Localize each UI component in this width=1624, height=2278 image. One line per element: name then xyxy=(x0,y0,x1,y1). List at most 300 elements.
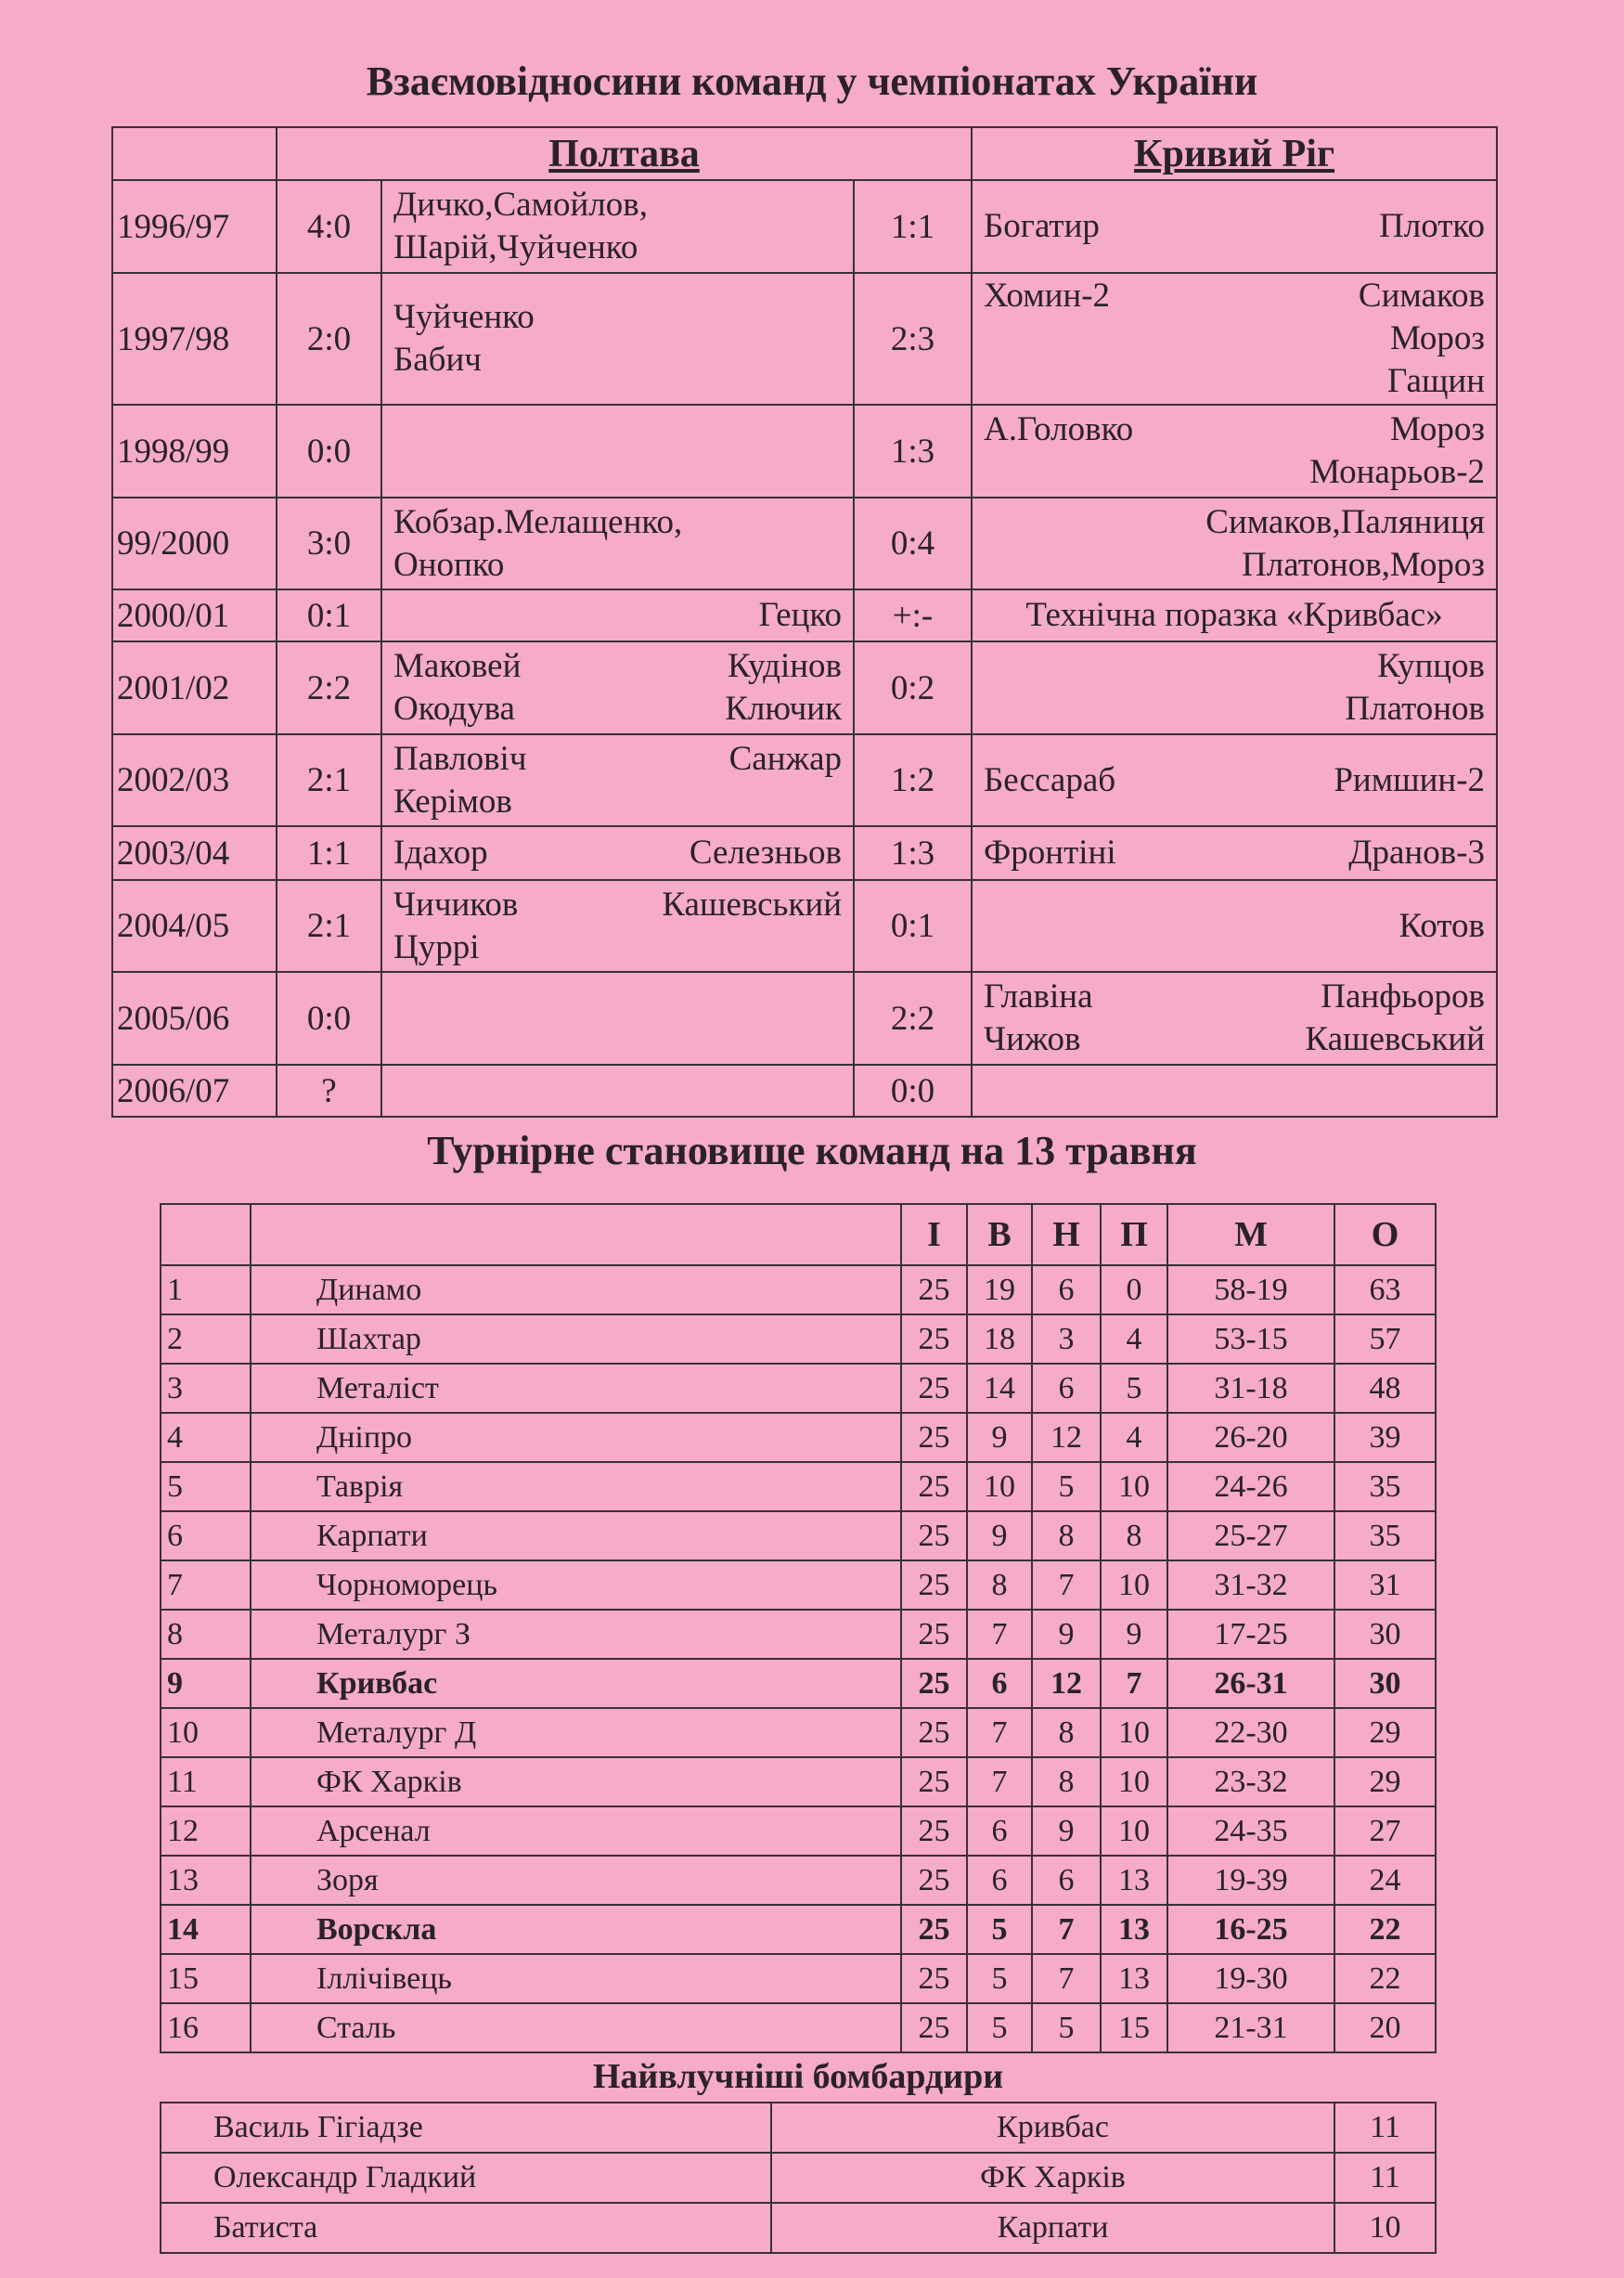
stat-cell: 8 xyxy=(1032,1511,1101,1560)
poltava-score-cell: 3:0 xyxy=(277,498,381,589)
team-cell: Дніпро xyxy=(251,1413,901,1462)
scorer-line xyxy=(393,832,842,874)
position-cell: 16 xyxy=(161,2003,251,2052)
table-row xyxy=(161,1905,1436,1954)
stat-cell: 53-15 xyxy=(1167,1314,1334,1364)
team-cell: Металіст xyxy=(251,1364,901,1413)
table-row xyxy=(161,1314,1436,1364)
h2h-row xyxy=(112,641,1497,734)
h2h-row xyxy=(112,589,1497,641)
table-row xyxy=(161,1856,1436,1905)
stat-cell: 21-31 xyxy=(1167,2003,1334,2052)
scorer-line xyxy=(393,339,842,382)
stat-cell: 10 xyxy=(1101,1806,1167,1856)
h2h-row xyxy=(112,734,1497,826)
table-row xyxy=(161,1265,1436,1314)
stat-cell: 5 xyxy=(1032,2003,1101,2052)
stat-cell: 29 xyxy=(1334,1757,1436,1806)
stat-cell: 6 xyxy=(967,1659,1032,1708)
stat-cell: 22 xyxy=(1334,1905,1436,1954)
scorer-line xyxy=(984,408,1485,451)
scorer-line xyxy=(984,688,1485,731)
column-header: В xyxy=(967,1204,1032,1265)
team-cell: ФК Харків xyxy=(251,1757,901,1806)
kryvyi-rih-scorers-cell xyxy=(972,734,1497,826)
position-cell: 7 xyxy=(161,1560,251,1610)
position-cell: 15 xyxy=(161,1954,251,2003)
scorer-team: ФК Харків xyxy=(771,2153,1334,2203)
poltava-scorers-cell xyxy=(381,734,854,826)
scorer-right: Ключик xyxy=(725,690,842,728)
scorer-line xyxy=(393,781,842,823)
stat-cell: 24-26 xyxy=(1167,1462,1334,1511)
stat-cell: 31-18 xyxy=(1167,1364,1334,1413)
scorer-team: Кривбас xyxy=(771,2103,1334,2153)
scorer-left: Шарій,Чуйченко xyxy=(393,228,638,266)
table-row xyxy=(161,2003,1436,2052)
poltava-scorers-cell xyxy=(381,1065,854,1117)
position-cell: 4 xyxy=(161,1413,251,1462)
kryvyi-rih-scorers-cell xyxy=(972,498,1497,589)
stat-cell: 7 xyxy=(1032,1954,1101,2003)
poltava-score-cell: 2:1 xyxy=(277,880,381,972)
scorer-line xyxy=(393,884,842,926)
team-cell: Чорноморець xyxy=(251,1560,901,1610)
season-cell: 2002/03 xyxy=(112,734,277,826)
stat-cell: 13 xyxy=(1101,1856,1167,1905)
stat-cell: 10 xyxy=(1101,1757,1167,1806)
stat-cell: 25 xyxy=(901,1708,967,1757)
stat-cell: 7 xyxy=(1032,1560,1101,1610)
stat-cell: 48 xyxy=(1334,1364,1436,1413)
h2h-row xyxy=(112,1065,1497,1117)
poltava-scorers-cell xyxy=(381,880,854,972)
kryvyi-rih-scorers-cell xyxy=(972,972,1497,1065)
stat-cell: 7 xyxy=(1032,1905,1101,1954)
kryvyi-rih-score-cell: 0:2 xyxy=(854,641,972,734)
stat-cell: 7 xyxy=(967,1757,1032,1806)
poltava-score-cell: 2:1 xyxy=(277,734,381,826)
stat-cell: 25 xyxy=(901,1954,967,2003)
kryvyi-rih-scorers-cell xyxy=(972,641,1497,734)
stat-cell: 10 xyxy=(1101,1462,1167,1511)
kryvyi-rih-scorers-cell xyxy=(972,180,1497,273)
stat-cell: 5 xyxy=(967,1954,1032,2003)
team-cell: Металург З xyxy=(251,1610,901,1659)
kryvyi-rih-score-cell: 0:1 xyxy=(854,880,972,972)
team-cell: Арсенал xyxy=(251,1806,901,1856)
season-cell: 99/2000 xyxy=(112,498,277,589)
scorer-line xyxy=(984,1018,1485,1061)
stat-cell: 6 xyxy=(967,1806,1032,1856)
kryvyi-rih-score-cell: +:- xyxy=(854,589,972,641)
kryvyi-rih-score-cell: 1:3 xyxy=(854,405,972,498)
scorer-left: Цуррі xyxy=(393,927,480,966)
poltava-score-cell: 0:0 xyxy=(277,405,381,498)
scorer-left: Чуйченко xyxy=(393,298,535,336)
team-cell: Шахтар xyxy=(251,1314,901,1364)
scorer-left: Технічна поразка «Кривбас» xyxy=(1025,596,1443,634)
scorer-right: Кудінов xyxy=(728,647,842,685)
scorer-right: Симаков xyxy=(1358,277,1486,315)
h2h-row xyxy=(112,180,1497,273)
team-cell: Кривбас xyxy=(251,1659,901,1708)
season-cell: 1996/97 xyxy=(112,180,277,273)
position-cell: 3 xyxy=(161,1364,251,1413)
top-scorers-table xyxy=(160,2051,1437,2254)
stat-cell: 26-31 xyxy=(1167,1659,1334,1708)
team-cell: Ворскла xyxy=(251,1905,901,1954)
stat-cell: 31-32 xyxy=(1167,1560,1334,1610)
stat-cell: 7 xyxy=(1101,1659,1167,1708)
stat-cell: 10 xyxy=(1101,1708,1167,1757)
team-cell: Сталь xyxy=(251,2003,901,2052)
scorer-left: А.Головко xyxy=(984,410,1134,448)
stat-cell: 19-39 xyxy=(1167,1856,1334,1905)
season-cell: 1998/99 xyxy=(112,405,277,498)
table-row xyxy=(161,1708,1436,1757)
stat-cell: 3 xyxy=(1032,1314,1101,1364)
poltava-scorers-cell xyxy=(381,589,854,641)
scorer-left: Павловіч xyxy=(393,739,527,778)
poltava-scorers-cell xyxy=(381,180,854,273)
scorer-left: Хомин-2 xyxy=(984,277,1111,315)
empty-header-cell xyxy=(112,127,277,180)
poltava-score-cell: 2:2 xyxy=(277,641,381,734)
kryvyi-rih-scorers-cell xyxy=(972,405,1497,498)
scorer-right: Дранов-3 xyxy=(1348,834,1486,872)
position-cell: 6 xyxy=(161,1511,251,1560)
stat-cell: 6 xyxy=(1032,1856,1101,1905)
stat-cell: 19 xyxy=(967,1265,1032,1314)
scorer-right: Санжар xyxy=(728,739,842,778)
poltava-scorers-cell xyxy=(381,498,854,589)
stat-cell: 6 xyxy=(1032,1364,1101,1413)
stat-cell: 63 xyxy=(1334,1265,1436,1314)
scorer-left: Бессараб xyxy=(984,760,1116,799)
table-row xyxy=(161,1364,1436,1413)
stat-cell: 9 xyxy=(967,1413,1032,1462)
stat-cell: 19-30 xyxy=(1167,1954,1334,2003)
table-row xyxy=(161,1511,1436,1560)
scorer-name: Батиста xyxy=(161,2203,771,2253)
stat-cell: 13 xyxy=(1101,1954,1167,2003)
stat-cell: 12 xyxy=(1032,1659,1101,1708)
table-row xyxy=(161,1806,1436,1856)
stat-cell: 9 xyxy=(967,1511,1032,1560)
stat-cell: 6 xyxy=(967,1856,1032,1905)
column-header: П xyxy=(1101,1204,1167,1265)
stat-cell: 12 xyxy=(1032,1413,1101,1462)
stat-cell: 0 xyxy=(1101,1265,1167,1314)
team-cell: Таврія xyxy=(251,1462,901,1511)
stat-cell: 57 xyxy=(1334,1314,1436,1364)
season-cell: 1997/98 xyxy=(112,273,277,405)
season-cell: 2004/05 xyxy=(112,880,277,972)
scorer-line xyxy=(393,296,842,339)
standings-table xyxy=(160,1203,1437,2053)
scorer-left: Богатир xyxy=(984,207,1100,245)
scorer-line xyxy=(984,275,1485,317)
stat-cell: 4 xyxy=(1101,1413,1167,1462)
standings-title: Турнірне становище команд на 13 травня xyxy=(427,1128,1197,1173)
h2h-row xyxy=(112,405,1497,498)
scorer-line xyxy=(984,832,1485,874)
stat-cell: 25 xyxy=(901,1413,967,1462)
scorer-line xyxy=(984,976,1485,1018)
scorer-line xyxy=(984,360,1485,403)
table-row xyxy=(161,1462,1436,1511)
stat-cell: 31 xyxy=(1334,1560,1436,1610)
team-header xyxy=(251,1204,901,1265)
scorer-goals: 11 xyxy=(1334,2103,1436,2153)
scorer-line xyxy=(984,205,1485,248)
stat-cell: 25 xyxy=(901,1314,967,1364)
stat-cell: 5 xyxy=(967,2003,1032,2052)
h2h-row xyxy=(112,972,1497,1065)
stat-cell: 24-35 xyxy=(1167,1806,1334,1856)
head-to-head-table xyxy=(111,126,1498,1118)
stat-cell: 25 xyxy=(901,1560,967,1610)
stat-cell: 58-19 xyxy=(1167,1265,1334,1314)
stat-cell: 20 xyxy=(1334,2003,1436,2052)
stat-cell: 25 xyxy=(901,1856,967,1905)
scorer-line xyxy=(984,759,1485,802)
stat-cell: 22 xyxy=(1334,1954,1436,2003)
h2h-row xyxy=(112,498,1497,589)
position-cell: 14 xyxy=(161,1905,251,1954)
scorer-left: Маковей xyxy=(393,647,522,685)
scorer-line xyxy=(393,227,842,269)
scorer-line xyxy=(393,184,842,227)
stat-cell: 26-20 xyxy=(1167,1413,1334,1462)
scorer-right: Плотко xyxy=(1379,207,1486,245)
stat-cell: 10 xyxy=(1101,1560,1167,1610)
stat-cell: 25 xyxy=(901,1905,967,1954)
position-cell: 1 xyxy=(161,1265,251,1314)
stat-cell: 9 xyxy=(1032,1610,1101,1659)
scorer-left: Окодува xyxy=(393,690,515,728)
scorer-line xyxy=(984,645,1485,688)
stat-cell: 15 xyxy=(1101,2003,1167,2052)
poltava-header: Полтава xyxy=(277,127,972,180)
table-row xyxy=(161,1560,1436,1610)
scorer-left: Чичиков xyxy=(393,885,519,924)
kryvyi-rih-score-cell: 1:2 xyxy=(854,734,972,826)
stat-cell: 13 xyxy=(1101,1905,1167,1954)
stat-cell: 17-25 xyxy=(1167,1610,1334,1659)
scorer-line xyxy=(393,926,842,969)
kryvyi-rih-scorers-cell xyxy=(972,880,1497,972)
stat-cell: 18 xyxy=(967,1314,1032,1364)
team-cell: Карпати xyxy=(251,1511,901,1560)
scorer-line xyxy=(984,451,1485,494)
scorer-row xyxy=(161,2203,1436,2253)
scorer-row xyxy=(161,2153,1436,2203)
scorer-line xyxy=(393,544,842,587)
stat-cell: 10 xyxy=(967,1462,1032,1511)
scorer-team: Карпати xyxy=(771,2203,1334,2253)
scorer-right: Панфьоров xyxy=(1321,977,1486,1016)
scorer-line xyxy=(393,501,842,544)
stat-cell: 8 xyxy=(1032,1757,1101,1806)
scorer-left: Бабич xyxy=(393,341,482,379)
season-cell: 2005/06 xyxy=(112,972,277,1065)
table-row xyxy=(161,1954,1436,2003)
scorer-right: Платонов,Мороз xyxy=(1242,545,1486,584)
stat-cell: 35 xyxy=(1334,1511,1436,1560)
scorer-right: Гецко xyxy=(758,596,842,634)
table-row xyxy=(161,1413,1436,1462)
poltava-scorers-cell xyxy=(381,826,854,880)
stat-cell: 25-27 xyxy=(1167,1511,1334,1560)
stat-cell: 8 xyxy=(1032,1708,1101,1757)
scorer-name: Олександр Гладкий xyxy=(161,2153,771,2203)
stat-cell: 30 xyxy=(1334,1659,1436,1708)
stat-cell: 35 xyxy=(1334,1462,1436,1511)
scorer-right: Мороз xyxy=(1389,410,1486,448)
scorer-left: Онопко xyxy=(393,545,505,584)
position-cell: 10 xyxy=(161,1708,251,1757)
poltava-score-cell: 0:1 xyxy=(277,589,381,641)
scorer-goals: 10 xyxy=(1334,2203,1436,2253)
poltava-scorers-cell xyxy=(381,972,854,1065)
season-cell: 2003/04 xyxy=(112,826,277,880)
stat-cell: 7 xyxy=(967,1610,1032,1659)
scorer-right: Монарьов-2 xyxy=(1309,453,1486,491)
table-row xyxy=(161,1757,1436,1806)
kryvyi-rih-score-cell: 1:1 xyxy=(854,180,972,273)
team-cell: Іллічівець xyxy=(251,1954,901,2003)
season-cell: 2000/01 xyxy=(112,589,277,641)
team-cell: Металург Д xyxy=(251,1708,901,1757)
h2h-row xyxy=(112,273,1497,405)
scorer-right: Купцов xyxy=(1377,647,1486,685)
column-header: І xyxy=(901,1204,967,1265)
scorer-right: Котов xyxy=(1398,906,1486,945)
stat-cell: 25 xyxy=(901,1265,967,1314)
stat-cell: 29 xyxy=(1334,1708,1436,1757)
poltava-scorers-cell xyxy=(381,273,854,405)
stat-cell: 16-25 xyxy=(1167,1905,1334,1954)
stat-cell: 9 xyxy=(1032,1806,1101,1856)
scorer-line xyxy=(984,594,1485,637)
stat-cell: 39 xyxy=(1334,1413,1436,1462)
position-cell: 13 xyxy=(161,1856,251,1905)
poltava-score-cell: 0:0 xyxy=(277,972,381,1065)
scorer-line xyxy=(393,645,842,688)
kryvyi-rih-score-cell: 0:0 xyxy=(854,1065,972,1117)
kryvyi-rih-scorers-cell xyxy=(972,1065,1497,1117)
stat-cell: 25 xyxy=(901,1364,967,1413)
scorer-goals: 11 xyxy=(1334,2153,1436,2203)
stat-cell: 5 xyxy=(967,1905,1032,1954)
scorer-line xyxy=(393,738,842,781)
stat-cell: 9 xyxy=(1101,1610,1167,1659)
h2h-title: Взаємовідносини команд у чемпіонатах України xyxy=(366,58,1258,104)
position-cell: 8 xyxy=(161,1610,251,1659)
scorer-line xyxy=(984,905,1485,948)
scorer-left: Главіна xyxy=(984,977,1093,1016)
kryvyi-rih-scorers-cell xyxy=(972,589,1497,641)
column-header: О xyxy=(1334,1204,1436,1265)
scorer-right: Платонов xyxy=(1345,690,1486,728)
scorer-left: Кобзар.Мелащенко, xyxy=(393,502,683,541)
stat-cell: 25 xyxy=(901,1462,967,1511)
table-row xyxy=(161,1659,1436,1708)
position-cell: 11 xyxy=(161,1757,251,1806)
stat-cell: 22-30 xyxy=(1167,1708,1334,1757)
season-cell: 2006/07 xyxy=(112,1065,277,1117)
scorer-right: Гащин xyxy=(1387,362,1486,400)
stat-cell: 14 xyxy=(967,1364,1032,1413)
scorer-left: Фронтіні xyxy=(984,834,1116,872)
kryvyi-rih-header: Кривий Ріг xyxy=(972,127,1497,180)
scorer-right: Селезньов xyxy=(689,834,842,872)
position-cell: 12 xyxy=(161,1806,251,1856)
stat-cell: 25 xyxy=(901,1659,967,1708)
scorer-name: Василь Гігіадзе xyxy=(161,2103,771,2153)
stat-cell: 7 xyxy=(967,1708,1032,1757)
scorer-left: Керімов xyxy=(393,782,512,821)
scorer-right: Римшин-2 xyxy=(1334,760,1486,799)
team-cell: Динамо xyxy=(251,1265,901,1314)
pos-header xyxy=(161,1204,251,1265)
scorer-right: Кашевський xyxy=(662,885,842,924)
stat-cell: 5 xyxy=(1032,1462,1101,1511)
stat-cell: 6 xyxy=(1032,1265,1101,1314)
kryvyi-rih-scorers-cell xyxy=(972,273,1497,405)
poltava-scorers-cell xyxy=(381,641,854,734)
stat-cell: 30 xyxy=(1334,1610,1436,1659)
h2h-row xyxy=(112,880,1497,972)
table-row xyxy=(161,1610,1436,1659)
stat-cell: 25 xyxy=(901,1610,967,1659)
stat-cell: 25 xyxy=(901,1757,967,1806)
stat-cell: 27 xyxy=(1334,1806,1436,1856)
scorer-right: Кашевський xyxy=(1305,1020,1486,1058)
kryvyi-rih-score-cell: 2:3 xyxy=(854,273,972,405)
scorer-line xyxy=(393,594,842,637)
stat-cell: 8 xyxy=(1101,1511,1167,1560)
poltava-score-cell: 1:1 xyxy=(277,826,381,880)
stat-cell: 8 xyxy=(967,1560,1032,1610)
scorer-left: Чижов xyxy=(984,1020,1081,1058)
kryvyi-rih-score-cell: 2:2 xyxy=(854,972,972,1065)
stat-cell: 5 xyxy=(1101,1364,1167,1413)
kryvyi-rih-scorers-cell xyxy=(972,826,1497,880)
scorer-left: Ідахор xyxy=(393,834,488,872)
stat-cell: 23-32 xyxy=(1167,1757,1334,1806)
scorer-row xyxy=(161,2103,1436,2153)
poltava-score-cell: ? xyxy=(277,1065,381,1117)
h2h-row xyxy=(112,826,1497,880)
column-header: Н xyxy=(1032,1204,1101,1265)
scorer-line xyxy=(984,317,1485,360)
column-header: М xyxy=(1167,1204,1334,1265)
team-cell: Зоря xyxy=(251,1856,901,1905)
scorer-line xyxy=(984,501,1485,544)
scorer-left: Дичко,Самойлов, xyxy=(393,186,648,224)
position-cell: 5 xyxy=(161,1462,251,1511)
poltava-score-cell: 4:0 xyxy=(277,180,381,273)
poltava-scorers-cell xyxy=(381,405,854,498)
scorer-line xyxy=(984,544,1485,587)
scorer-right: Симаков,Паляниця xyxy=(1205,502,1486,541)
kryvyi-rih-score-cell: 1:3 xyxy=(854,826,972,880)
scorer-line xyxy=(393,688,842,731)
kryvyi-rih-score-cell: 0:4 xyxy=(854,498,972,589)
